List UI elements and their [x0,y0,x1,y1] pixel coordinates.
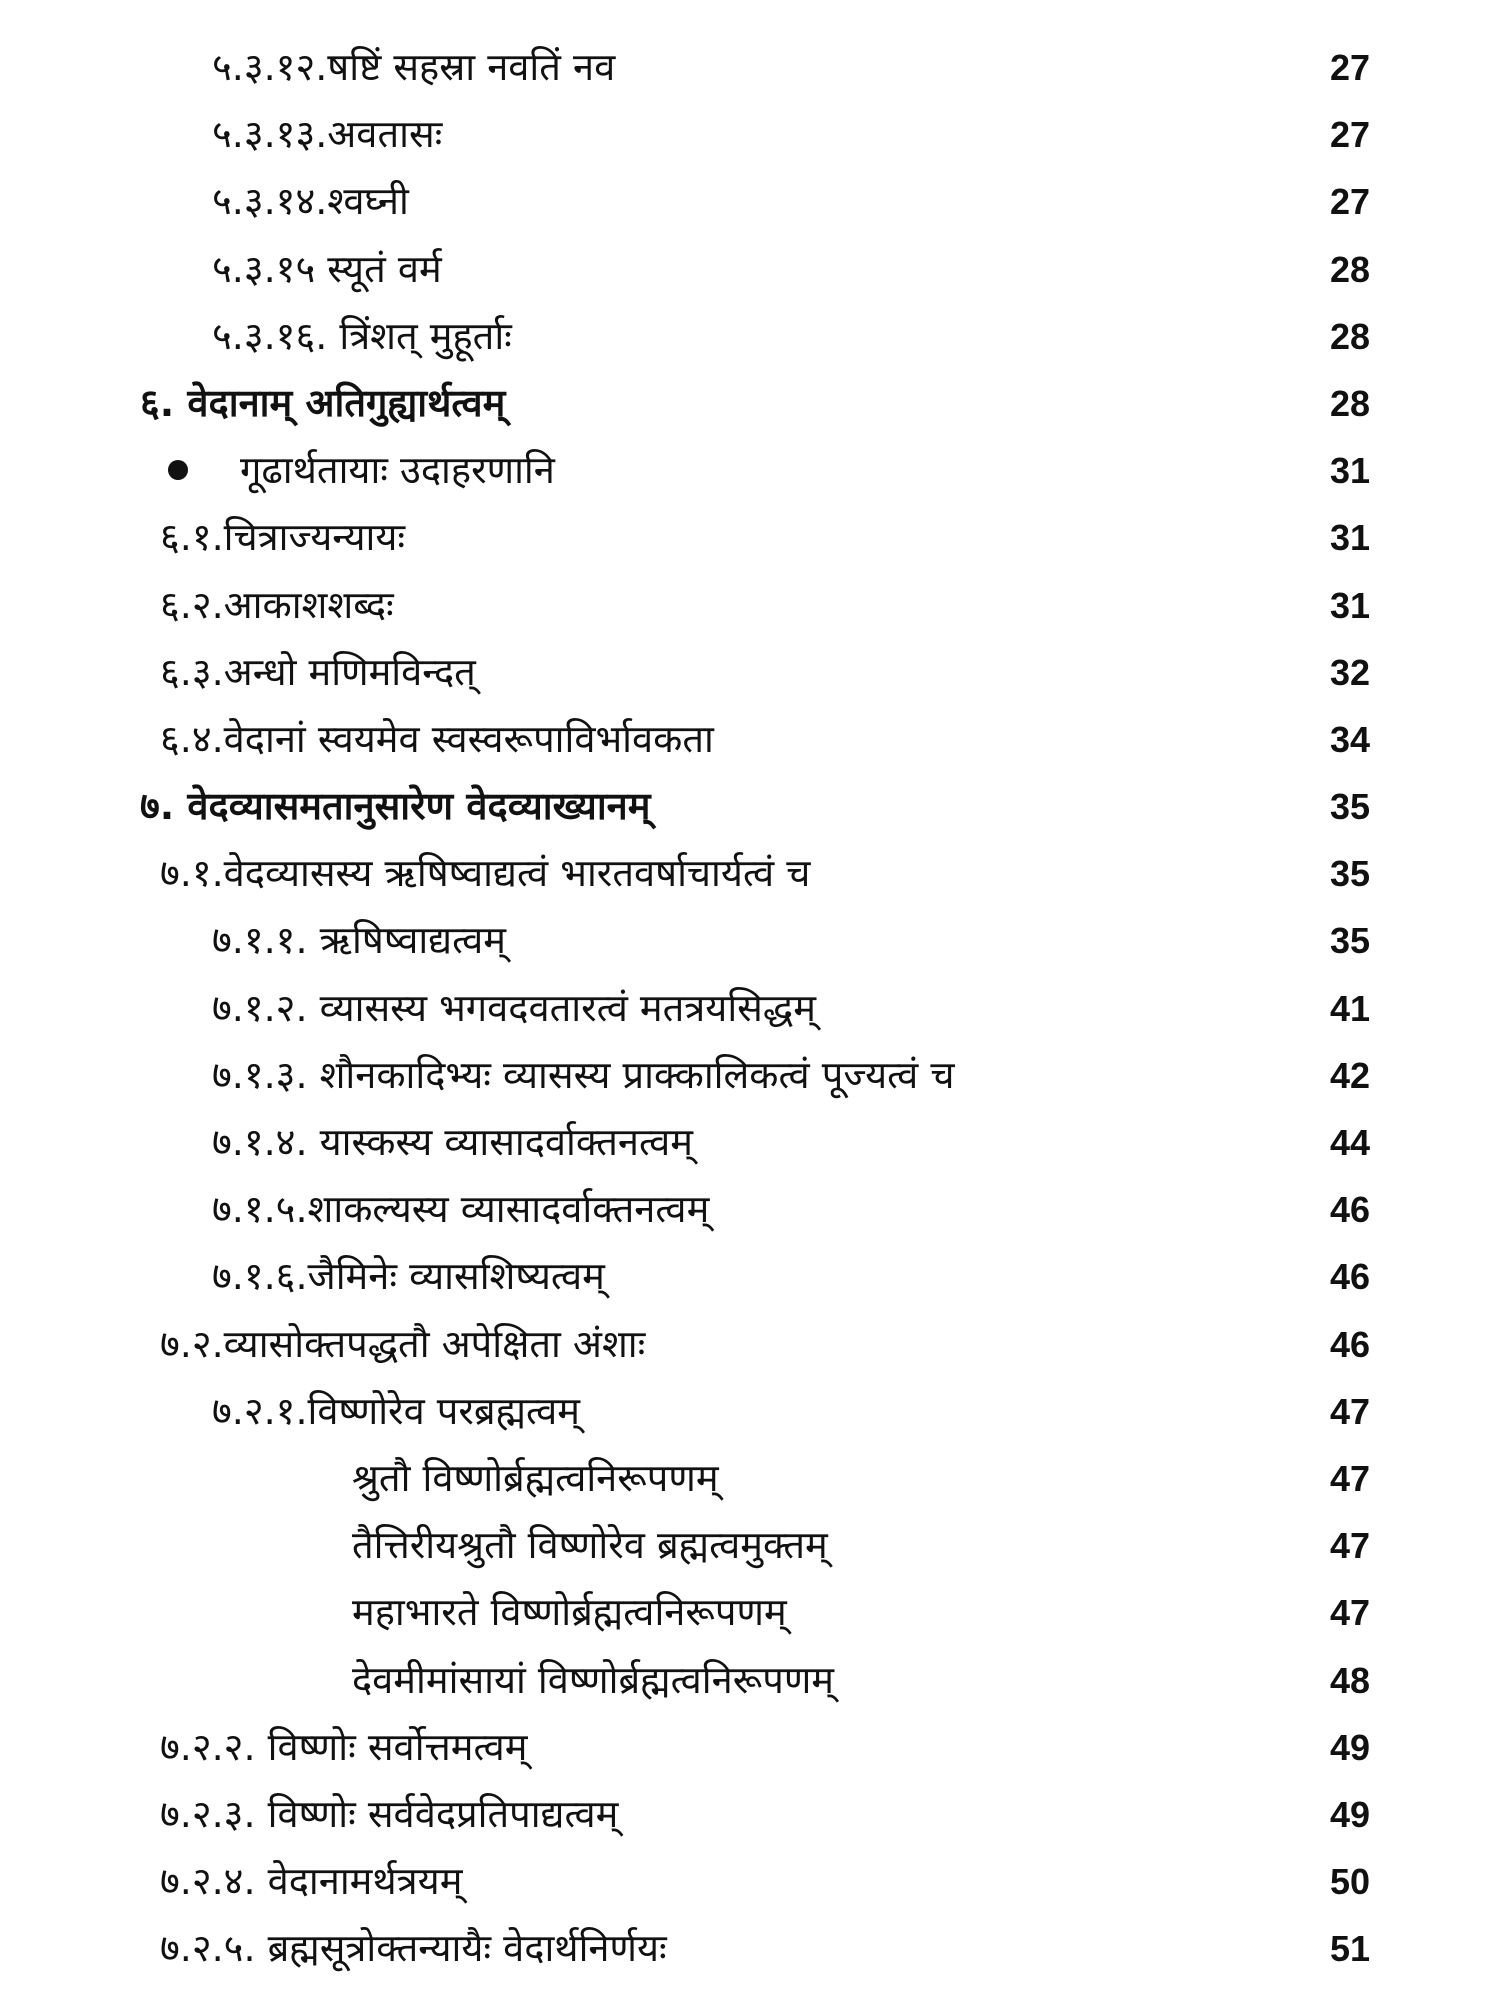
toc-entry-title: ७.१.४. यास्कस्य व्यासादर्वाक्तनत्वम् [212,1120,693,1164]
toc-entry-title: ५.३.१४.श्वघ्नी [212,179,409,224]
toc-entry [0,101,1500,168]
toc-entry-title: तैत्तिरीयश्रुतौ विष्णोरेव ब्रह्मत्वमुक्तम् [352,1523,828,1568]
toc-entry-page: 34 [1329,718,1370,760]
toc-entry-title: गूढार्थतायाः उदाहरणानि [240,448,555,493]
toc-entry-page: 48 [1329,1659,1370,1701]
toc-entry-page: 27 [1329,114,1370,156]
toc-entry-title: ५.३.१२.षष्टिं सहस्रा नवतिं नव [212,45,616,89]
toc-entry-title: ५.३.१५ स्यूतं वर्म [212,246,442,291]
toc-entry [0,1311,1500,1378]
toc-entry [0,639,1500,706]
toc-chapter-entry [0,773,1500,840]
toc-entry-title: महाभारते विष्णोर्ब्रह्मत्वनिरूपणम् [352,1590,787,1635]
toc-entry-page: 28 [1329,248,1370,290]
toc-entry-page: 47 [1329,1390,1370,1432]
toc-entry [0,572,1500,639]
toc-entry-page: 31 [1329,517,1370,559]
toc-entry-page: 46 [1329,1323,1370,1365]
toc-entry [0,1109,1500,1176]
toc-entry-page: 44 [1329,1122,1370,1163]
toc-entry-title: ७.२.१.विष्णोरेव परब्रह्मत्वम् [212,1388,580,1433]
toc-entry-title: ७.२.५. ब्रह्मसूत्रोक्तन्यायैः वेदार्थनिर्णयः [160,1926,667,1971]
toc-entry-title: ७.२.४. वेदानामर्थत्रयम् [160,1859,463,1904]
toc-entry [0,706,1500,773]
toc-entry-title: ५.३.१६. त्रिंशत् मुहूर्ताः [212,313,512,358]
toc-entry-page: 27 [1329,181,1370,223]
toc-entry [0,303,1500,370]
toc-entry-page: 35 [1329,853,1370,895]
toc-entry-title: ६.१.चित्राज्यन्यायः [160,515,406,560]
table-of-contents [0,34,1500,1982]
toc-entry-page: 49 [1329,1726,1370,1768]
toc-entry-page: 31 [1329,584,1370,626]
toc-entry-title: ७.१.वेदव्यासस्य ऋषिष्वाद्यत्वं भारतवर्षाचार्यत्वं च [160,851,811,896]
toc-entry-page: 50 [1329,1861,1370,1903]
toc-entry-page: 42 [1329,1054,1370,1096]
toc-entry-page: 47 [1329,1592,1370,1634]
toc-entry [0,504,1500,571]
toc-entry [0,1647,1500,1714]
toc-entry-title: श्रुतौ विष्णोर्ब्रह्मत्वनिरूपणम् [352,1455,719,1500]
toc-entry-title: ७.२.व्यासोक्तपद्धतौ अपेक्षिता अंशाः [160,1321,646,1366]
toc-entry-title: ७.१.५.शाकल्यस्य व्यासादर्वाक्तनत्वम् [212,1187,710,1232]
toc-entry-page: 35 [1329,920,1370,962]
toc-entry-page: 41 [1329,987,1370,1029]
toc-entry-title: ७.२.३. विष्णोः सर्ववेदप्रतिपाद्यत्वम् [160,1791,619,1836]
toc-entry [0,1042,1500,1109]
toc-entry-page: 49 [1329,1793,1370,1835]
toc-entry [0,840,1500,907]
toc-entry-page: 47 [1329,1525,1370,1567]
toc-chapter-title: ७. वेदव्यासमतानुसारेण वेदव्याख्यानम् [140,784,651,829]
toc-entry [0,1579,1500,1646]
toc-entry [0,1915,1500,1982]
toc-entry [0,1243,1500,1310]
toc-entry-page: 27 [1329,47,1370,88]
toc-entry-title: ६.३.अन्धो मणिमविन्दत् [160,649,476,694]
toc-chapter-title: ६. वेदानाम् अतिगुह्यार्थत्वम् [140,380,506,425]
toc-entry [0,1781,1500,1848]
toc-entry-title: ७.१.१. ऋषिष्वाद्यत्वम् [212,918,507,963]
toc-entry-title: ६.४.वेदानां स्वयमेव स्वस्वरूपाविर्भावकता [160,716,714,761]
toc-entry-title: ७.१.६.जैमिनेः व्यासशिष्यत्वम् [212,1254,605,1299]
toc-entry-page: 46 [1329,1256,1370,1298]
toc-entry-title: ६.२.आकाशशब्दः [160,582,394,627]
bullet-icon [168,460,188,480]
toc-entry-page: 32 [1329,651,1370,693]
toc-entry [0,1445,1500,1512]
toc-entry-page: 51 [1329,1928,1370,1970]
toc-chapter-entry [0,370,1500,437]
toc-entry-page: 28 [1329,382,1370,424]
toc-entry-page: 31 [1329,450,1370,492]
toc-entry-title: देवमीमांसायां विष्णोर्ब्रह्मत्वनिरूपणम् [352,1657,835,1702]
toc-entry [0,1176,1500,1243]
toc-entry [0,907,1500,974]
toc-entry-page: 28 [1329,315,1370,357]
toc-entry [0,1714,1500,1781]
toc-entry [0,168,1500,235]
toc-entry-title: ७.२.२. विष्णोः सर्वोत्तमत्वम् [160,1724,528,1769]
toc-entry [0,1378,1500,1445]
toc-bullet-entry [0,437,1500,504]
toc-entry [0,1512,1500,1579]
toc-entry-page: 46 [1329,1189,1370,1231]
toc-entry [0,1848,1500,1915]
toc-entry-page: 47 [1329,1457,1370,1499]
toc-entry [0,34,1500,101]
toc-entry [0,975,1500,1042]
toc-entry-title: ७.१.३. शौनकादिभ्यः व्यासस्य प्राक्कालिकत्वं पूज्यत्वं च [212,1052,955,1097]
toc-entry-page: 35 [1329,786,1370,828]
toc-entry-title: ५.३.१३.अवतासः [212,112,443,157]
toc-entry [0,236,1500,303]
toc-entry-title: ७.१.२. व्यासस्य भगवदवतारत्वं मतत्रयसिद्धम् [212,985,816,1030]
